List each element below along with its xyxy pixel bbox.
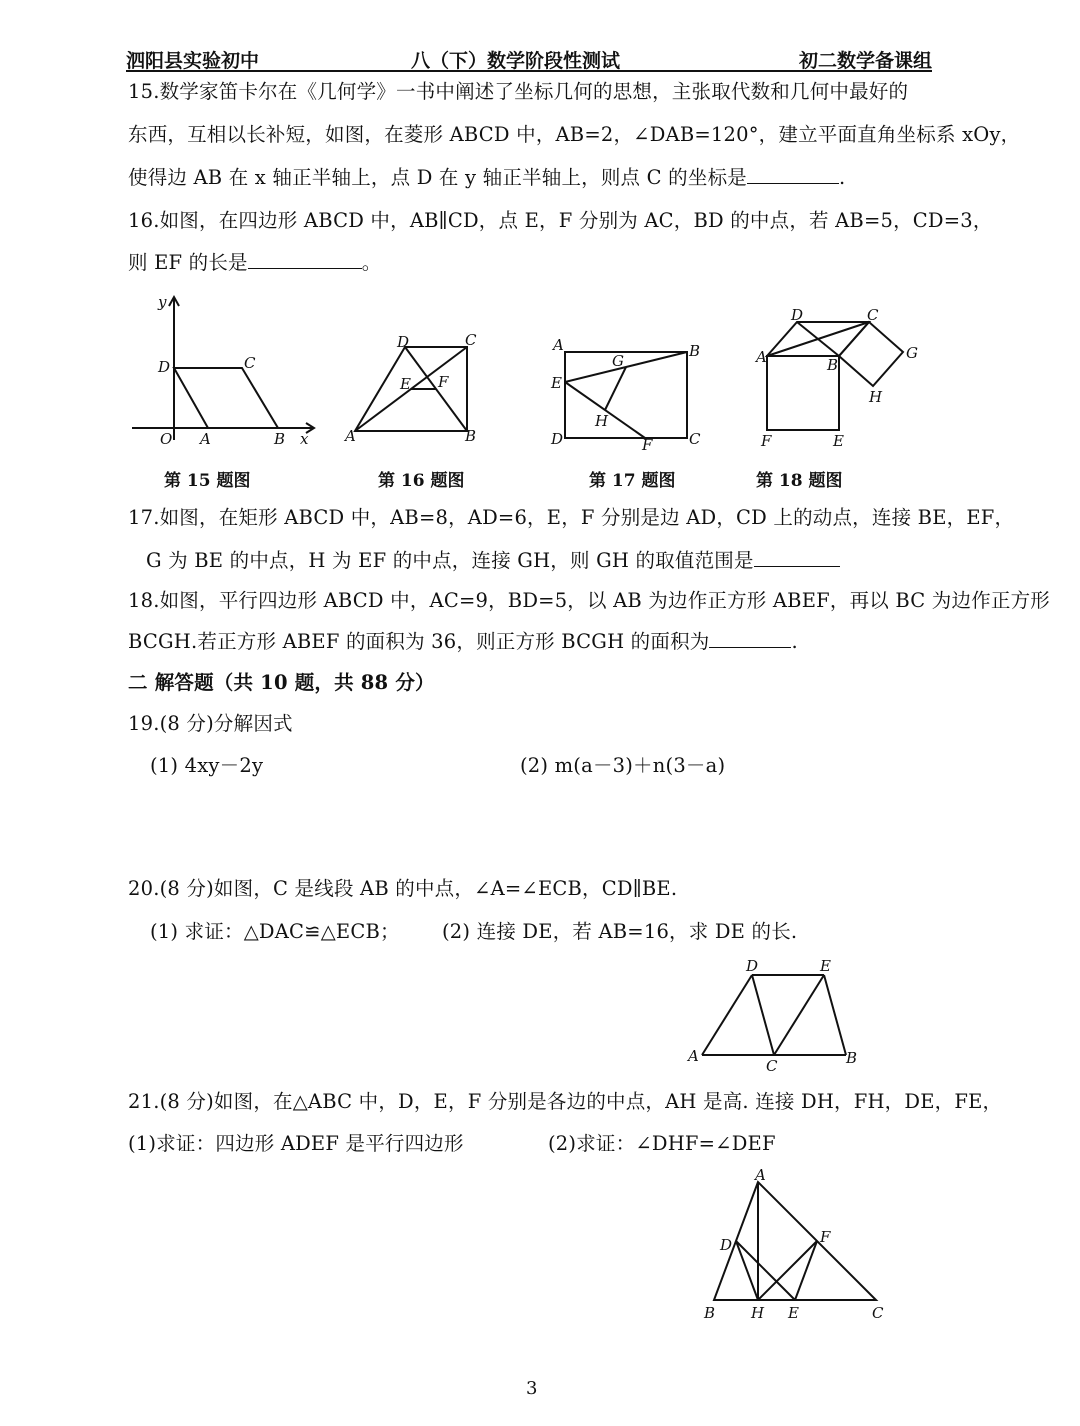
section-2-heading: 二 解答题（共 10 题，共 88 分）	[128, 671, 435, 694]
label-a: A	[345, 427, 356, 445]
label-e: E	[551, 374, 562, 392]
label-a: A	[755, 1166, 766, 1184]
figure-18-caption: 第 18 题图	[756, 471, 843, 491]
q16-line2-text: 则 EF 的长是	[128, 251, 248, 274]
q15-line3	[128, 162, 845, 190]
label-d: D	[746, 957, 759, 975]
page-number: 3	[526, 1378, 538, 1399]
q21-title: 21.(8 分)如图，在△ABC 中，D，E，F 分别是各边的中点，AH 是高. 连接 DH，FH，DE，FE，	[128, 1090, 1003, 1113]
label-c: C	[766, 1057, 778, 1075]
label-e: E	[400, 375, 411, 393]
segment-dc	[752, 975, 774, 1055]
q16-line1: 16.如图，在四边形 ABCD 中，AB∥CD，点 E，F 分别为 AC，BD 的中点，若 AB=5，CD=3，	[128, 209, 993, 232]
rhombus-abcd	[174, 368, 278, 428]
figure-16	[345, 331, 485, 445]
segment-ad	[702, 975, 752, 1055]
q15-line1: 15.数学家笛卡尔在《几何学》一书中阐述了坐标几何的思想，主张取代数和几何中最好的	[128, 80, 909, 103]
label-a: A	[553, 336, 564, 354]
label-b: B	[689, 342, 701, 360]
label-d: D	[158, 358, 171, 376]
label-b: B	[704, 1304, 716, 1322]
label-h: H	[595, 412, 609, 430]
label-b: B	[465, 427, 477, 445]
diagonal-bd	[797, 322, 839, 356]
q18-line1: 18.如图，平行四边形 ABCD 中，AC=9，BD=5，以 AB 为边作正方形 ABEF，再以 BC 为边作正方形	[128, 589, 1050, 612]
label-x: x	[300, 430, 309, 448]
figure-15-caption: 第 15 题图	[164, 471, 251, 491]
q20-part1: (1) 求证：△DAC≌△ECB；	[150, 920, 400, 943]
label-e: E	[820, 957, 831, 975]
q19-part1: (1) 4xy－2y	[150, 754, 264, 777]
q17-line2	[146, 545, 840, 573]
label-e: E	[788, 1304, 799, 1322]
q16-answer-blank	[248, 250, 362, 269]
label-g: G	[906, 344, 918, 362]
q15-line2: 东西，互相以长补短，如图，在菱形 ABCD 中，AB=2，∠DAB=120°，建立平面直角坐标系 xOy，	[128, 123, 1021, 146]
figure-15	[128, 292, 328, 452]
label-b: B	[274, 430, 286, 448]
figure-17	[550, 338, 710, 453]
header-title: 八（下）数学阶段性测试	[411, 50, 621, 72]
q20-title: 20.(8 分)如图，C 是线段 AB 的中点，∠A=∠ECB，CD∥BE.	[128, 877, 678, 900]
q15-answer-blank	[747, 165, 839, 184]
q15-line3-end: .	[838, 166, 846, 189]
label-h: H	[869, 388, 883, 406]
q21-part2: (2)求证：∠DHF=∠DEF	[548, 1132, 776, 1155]
label-c: C	[689, 430, 701, 448]
q16-line2	[128, 247, 381, 275]
label-f: F	[761, 432, 772, 450]
segment-dh	[736, 1241, 758, 1300]
figure-18	[755, 308, 925, 448]
label-c: C	[244, 354, 256, 372]
label-b: B	[846, 1049, 858, 1067]
label-c: C	[872, 1304, 884, 1322]
header-group: 初二数学备课组	[798, 50, 932, 72]
q21-part1: (1)求证：四边形 ADEF 是平行四边形	[128, 1132, 464, 1155]
label-y: y	[158, 293, 167, 311]
triangle-abc	[714, 1182, 876, 1300]
q18-line2-end: .	[791, 630, 798, 653]
label-a: A	[200, 430, 211, 448]
q17-line1: 17.如图，在矩形 ABCD 中，AB=8，AD=6，E，F 分别是边 AD，CD 上的动点，连接 BE，EF，	[128, 506, 1015, 529]
figure-21	[700, 1166, 900, 1322]
q19-part2: (2) m(a－3)＋n(3－a)	[520, 754, 726, 777]
label-c: C	[465, 331, 477, 349]
label-c: C	[867, 306, 879, 324]
q16-line2-end: 。	[361, 251, 382, 274]
label-g: G	[612, 352, 624, 370]
segment-ce	[774, 975, 824, 1055]
label-f: F	[642, 436, 653, 454]
page-header	[126, 44, 932, 72]
figure-16-caption: 第 16 题图	[378, 471, 465, 491]
segment-gh	[605, 367, 626, 410]
q18-line2-text: BCGH.若正方形 ABEF 的面积为 36，则正方形 BCGH 的面积为	[128, 630, 710, 653]
label-o: O	[160, 430, 173, 448]
label-b: B	[827, 356, 839, 374]
segment-eb	[824, 975, 846, 1055]
header-school: 泗阳县实验初中	[126, 50, 260, 72]
label-a: A	[688, 1047, 699, 1065]
label-d: D	[551, 430, 564, 448]
q18-line2	[128, 626, 798, 654]
label-d: D	[397, 333, 410, 351]
q15-line3-text: 使得边 AB 在 x 轴正半轴上，点 D 在 y 轴正半轴上，则点 C 的坐标是	[128, 166, 747, 189]
label-f: F	[438, 373, 449, 391]
label-a: A	[756, 348, 767, 366]
label-h: H	[751, 1304, 765, 1322]
figure-20	[684, 955, 864, 1075]
label-d: D	[791, 306, 804, 324]
label-d: D	[720, 1236, 733, 1254]
q17-line2-text: G 为 BE 的中点，H 为 EF 的中点，连接 GH，则 GH 的取值范围是	[146, 549, 754, 572]
segment-fe	[795, 1241, 817, 1300]
figure-17-caption: 第 17 题图	[589, 471, 676, 491]
q20-part2: (2) 连接 DE，若 AB=16，求 DE 的长.	[442, 920, 798, 943]
label-e: E	[833, 432, 844, 450]
square-bcgh	[839, 322, 903, 386]
q19-title: 19.(8 分)分解因式	[128, 712, 293, 735]
q17-answer-blank	[754, 548, 840, 567]
label-f: F	[820, 1228, 831, 1246]
q18-answer-blank	[709, 629, 791, 648]
